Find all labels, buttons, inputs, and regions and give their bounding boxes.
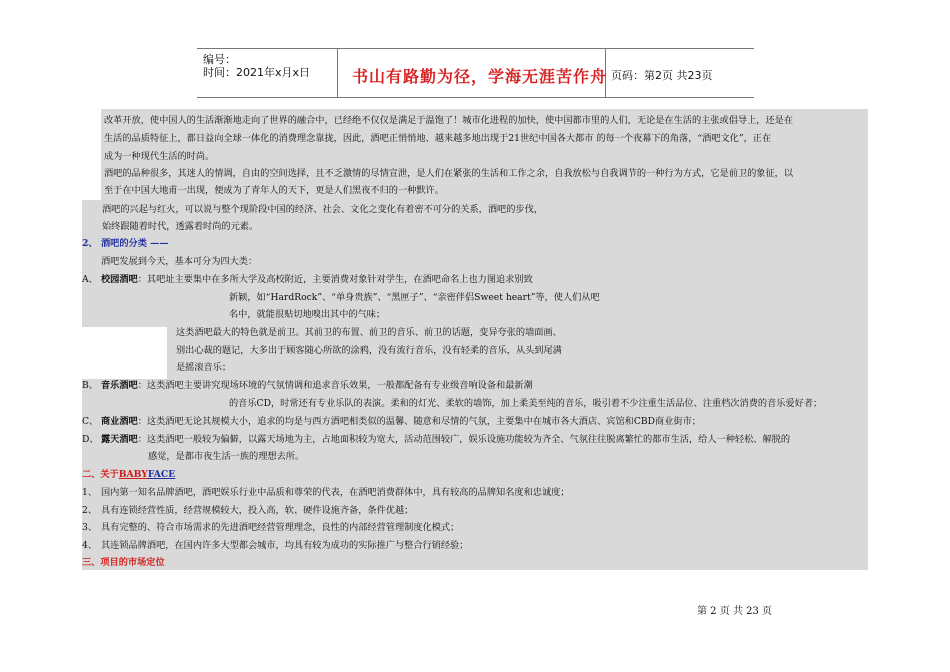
header-page-label: 页码：第2页 共23页 [611,69,713,82]
category-line: 的音乐CD，时常还有专业乐队的表演。柔和的灯光、柔软的墙饰，加上柔美至纯的音乐，吸引着不少注重生活品位、注重档次消费的音乐爱好者； [229,398,823,409]
category-text: ：这类酒吧一般较为偏僻，以露天场地为主，占地面积较为宽大，活动范围较广，娱乐设施功能较为齐全、气氛往往脱离繁忙的都市生活，给人一种轻松、解脱的 [137,434,791,445]
category-name: 商业酒吧 [101,416,138,427]
item-number: 2、 [82,505,98,516]
intro-line: 成为一种现代生活的时尚。 [104,151,215,162]
category-line: 别出心裁的题记，大多出于顾客随心所欲的涂鸦，没有流行音乐，没有轻柔的音乐，从头到尾满 [176,345,562,356]
category-letter: B、 [82,380,98,391]
section3-title: 三、项目的市场定位 [82,557,165,568]
category-c-first-line [101,416,701,428]
header-divider [337,49,338,97]
category-a-first-line [101,274,533,286]
brand-link-face[interactable]: FACE [147,469,176,480]
item-text: 具有连锁经营性质，经营规模较大，投入高，软、硬件设施齐备，条件优越； [101,505,414,516]
item-number: 3、 [82,522,98,533]
intro-line: 改革开放，使中国人的生活渐渐地走向了世界的融合中，已经绝不仅仅是满足于温饱了！城市化进程的加快，使中国都市里的人们，无论是在生活的主张或倡导上，还是在 [104,115,794,126]
category-line: 感觉，是都市夜生活一族的理想去所。 [148,451,305,462]
category-text: ：这类酒吧主要讲究现场环境的气氛情调和追求音乐效果，一般都配备有专业级音响设备和最新潮 [137,380,533,391]
category-name: 音乐酒吧 [101,380,138,391]
brand-link-baby[interactable]: BABY [118,469,148,480]
header-meta [203,53,310,79]
page-header [197,48,754,98]
item-text: 国内第一知名品牌酒吧，酒吧娱乐行业中品质和尊荣的代表，在酒吧消费群体中，具有较高的品牌知名度和忠诚度； [101,487,570,498]
header-time-label: 时间：2021年x月x日 [203,66,311,79]
shaded-band [82,235,868,251]
page-footer: 第 2 页 共 23 页 [697,606,772,617]
item-text: 其连锁品牌酒吧，在国内许多大型都会城市，均具有较为成功的实际推广与整合行销经验； [101,540,469,551]
intro-line: 至于在中国大地甫一出现，便成为了青年人的天下，更是人们黑夜不归的一种默许。 [104,185,444,196]
category-text: ：这类酒吧无论其规模大小，追求的均是与西方酒吧相类似的温馨、随意和尽情的气氛，主要集中在城市各大酒店、宾馆和CBD商业街市； [137,416,701,427]
intro-line: 生活的品质特征上，都日益向全球一体化的消费理念靠拢，因此，酒吧正悄悄地、越来越多地出现于21世纪中国各大都市 的每一个夜幕下的角落，“酒吧文化”，正在 [104,133,772,144]
section-title: 酒吧的分类 —— [101,238,169,249]
item-text: 具有完整的、符合市场需求的先进酒吧经营管理理念，良性的内部经营管理制度化模式； [101,522,460,533]
category-line: 是摇滚音乐； [176,362,232,373]
section-number: 2、 [82,238,98,249]
category-d-first-line [101,434,790,446]
category-text: ：其吧址主要集中在多所大学及高校附近，主要消费对象针对学生，在酒吧命名上也力图追求别致 [137,274,533,285]
item-number: 1、 [82,487,98,498]
category-letter: A、 [82,274,98,285]
header-number-label: 编号： [203,53,236,66]
category-line: 新颖，如“HardRock”、“单身贵族”、“黑匣子”、“亲密伴侣Sweet heart”等，使人们从吧 [229,292,600,303]
section-intro: 酒吧发展到今天，基本可分为四大类： [101,256,258,267]
category-name: 露天酒吧 [101,434,138,445]
category-name: 校园酒吧 [101,274,138,285]
category-letter: D、 [82,434,99,445]
category-b-first-line [101,380,533,392]
section-about-title [82,469,175,481]
category-letter: C、 [82,416,99,427]
rise-line: 酒吧的兴起与红火，可以说与整个现阶段中国的经济、社会、文化之变化有着密不可分的关系，酒吧的步伐， [102,204,543,215]
section-about-prefix: 二、关于 [82,469,119,480]
item-number: 4、 [82,540,98,551]
category-line: 名中，就能很贴切地嗅出其中的气味； [229,309,386,320]
intro-line: 酒吧的品种很多，其迷人的情调，自由的空间选择，且不乏激情的尽情宣泄，是人们在紧张的生活和工作之余，自我放松与自我调节的一种行为方式，它是前卫的象征，以 [104,168,794,179]
rise-line: 始终跟随着时代，透露着时尚的元素。 [102,221,259,232]
header-motto: 书山有路勤为径，学海无涯苦作舟 [352,67,608,86]
category-line: 这类酒吧最大的特色就是前卫。其前卫的布置、前卫的音乐、前卫的话题，变异夸张的墙面画、 [176,327,562,338]
